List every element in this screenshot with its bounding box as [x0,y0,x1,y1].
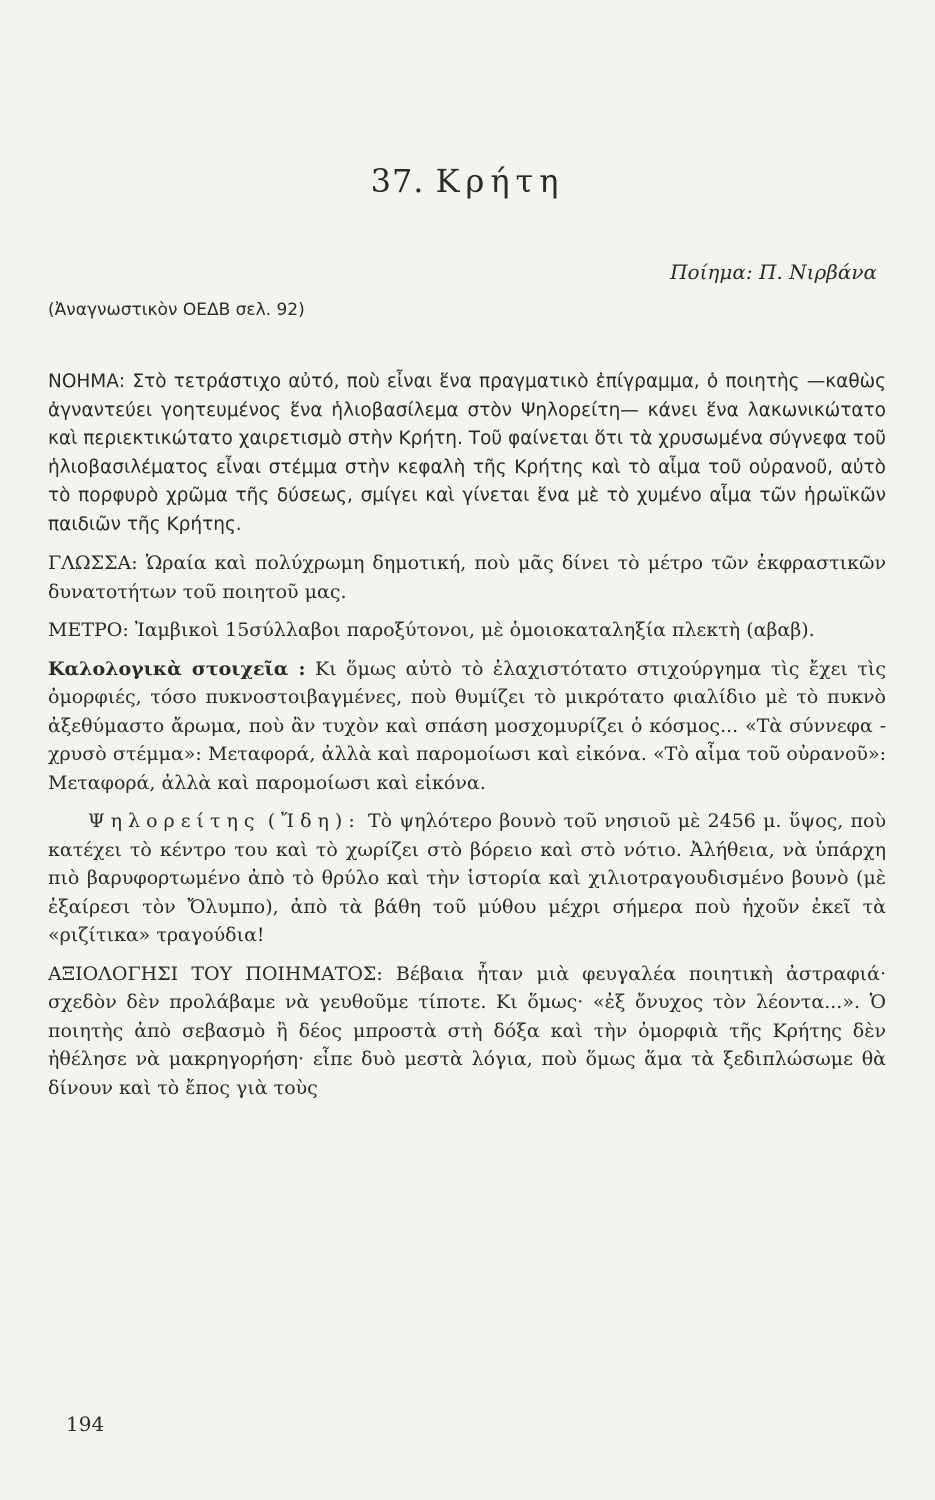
metro-text: Ἰαμβικοὶ 15σύλλαβοι παροξύτονοι, μὲ ὁμοιοκαταληξία πλεκτὴ (αβαβ). [134,619,815,641]
metro-label: ΜΕΤΡΟ: [48,619,129,641]
noima-paragraph [48,368,886,539]
chapter-number: 37. [370,162,425,200]
axiologisi-text: Βέβαια ἦταν μιὰ φευγαλέα ποιητικὴ ἀστραφιά· σχεδὸν δὲν προλάβαμε νὰ γευθοῦμε τίποτε. Κι ὅμως· «ἐξ ὄνυχος τὸν λέοντα...». Ὁ ποιητὴς ἀπὸ σεβασμὸ ἢ δέος μπροστὰ στὴ δόξα καὶ τὴν ὀμορφιὰ τῆς Κρήτης δὲν ἠθέλησε νὰ μακρηγορήση· εἶπε δυὸ μεστὰ λόγια, ποὺ ὅμως ἅμα τὰ ξεδιπλώσωμε θὰ δίνουν καὶ τὸ ἔπος γιὰ τοὺς [48,962,886,1099]
chapter-name: Κρήτη [435,162,565,200]
axiologisi-label: ΑΞΙΟΛΟΓΗΣΙ ΤΟΥ ΠΟΙΗΜΑΤΟΣ: [48,962,383,985]
kalologika-text: Κι ὅμως αὐτὸ τὸ ἐλαχιστότατο στιχούργημα τὶς ἔχει τὶς ὀμορφιές, τόσο πυκνοστοιβαγμένες, ποὺ θυμίζει τὸ μικρότατο φιαλίδιο μὲ τὸ πυκνὸ ἀξεθύμαστο ἄρωμα, ποὺ ἂν τυχὸν καὶ σπάση μοσχομυρίζει ὁ κόσμος... «Τὰ σύννεφα - χρυσὸ στέμμα»: Μεταφορά, ἀλλὰ καὶ παρομοίωσι καὶ εἰκόνα. «Τὸ αἷμα τοῦ οὐρανοῦ»: Μεταφορά, ἀλλὰ καὶ παρομοίωσι καὶ εἰκόνα. [48,657,886,794]
psiloreitis-text: Τὸ ψηλότερο βουνὸ τοῦ νησιοῦ μὲ 2456 μ. ὕψος, ποὺ κατέχει τὸ κέντρο του καὶ τὸ χωρίζει στὸ βόρειο καὶ στὸ νότιο. Ἀλήθεια, νὰ ὑπάρχη πιὸ βαρυφορτωμένο ἀπὸ τὸ θρύλο καὶ τὴν ἱστορία καὶ χιλιοτραγουδισμένο βουνὸ (μὲ ἐξαίρεσι τὸν Ὄλυμπο), ἀπὸ τὰ βάθη τοῦ μύθου μέχρι σήμερα ποὺ ἠχοῦν ἐκεῖ τὰ «ριζίτικα» τραγούδια! [48,810,886,946]
page-number: 194 [66,1412,105,1436]
commentary-body [48,368,886,1112]
kalologika-label: Καλολογικὰ στοιχεῖα : [48,657,306,680]
source-reference: (Ἀναγνωστικὸν ΟΕΔΒ σελ. 92) [48,300,305,320]
psiloreitis-paragraph [48,807,886,950]
axiologisi-paragraph [48,960,886,1103]
glossa-text: Ὡραία καὶ πολύχρωμη δημοτική, ποὺ μᾶς δίνει τὸ μέτρο τῶν ἐκφραστικῶν δυνατοτήτων τοῦ ποιητοῦ μας. [48,552,886,603]
psiloreitis-term: Ψηλορείτης [88,810,261,832]
poem-author: Ποίημα: Π. Νιρβάνα [670,260,877,284]
noima-text: Στὸ τετράστιχο αὐτό, ποὺ εἶναι ἕνα πραγματικὸ ἐπίγραμμα, ὁ ποιητὴς —καθὼς ἀγναντεύει γοητευμένος ἕνα ἡλιοβασίλεμα στὸν Ψηλορείτη— κάνει ἕνα λακωνικώτατο καὶ περιεκτικώτατο χαιρετισμὸ στὴν Κρήτη. Τοῦ φαίνεται ὅτι τὰ χρυσωμένα σύγνεφα τοῦ ἡλιοβασιλέματος εἶναι στέμμα στὴν κεφαλὴ τῆς Κρήτης καὶ τὸ αἷμα τοῦ οὐρανοῦ, αὐτὸ τὸ πορφυρὸ χρῶμα τῆς δύσεως, σμίγει καὶ γίνεται ἕνα μὲ τὸ χυμένο αἷμα τῶν ἡρωϊκῶν παιδιῶν τῆς Κρήτης. [48,371,886,535]
chapter-title [0,162,935,200]
metro-paragraph [48,616,886,645]
psiloreitis-term-note: (Ἴδη): [267,810,361,832]
glossa-label: ΓΛΩΣΣΑ: [48,552,138,574]
kalologika-paragraph [48,655,886,798]
noima-label: ΝΟΗΜΑ: [48,371,126,392]
glossa-paragraph [48,549,886,606]
